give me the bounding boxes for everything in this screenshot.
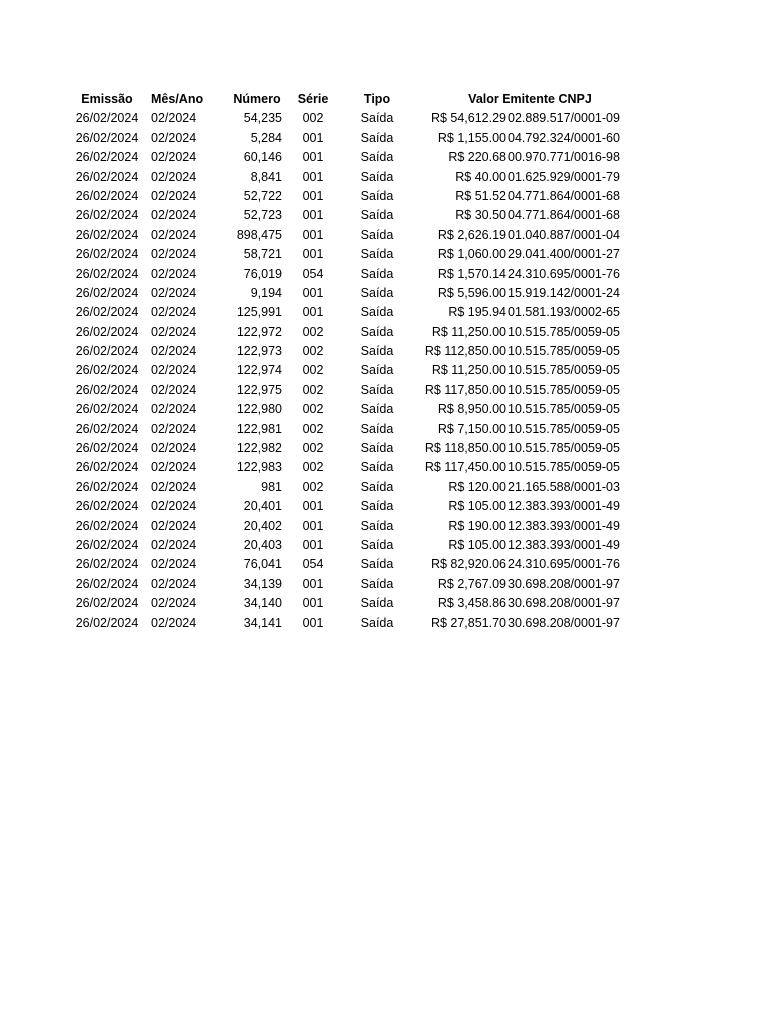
cell-cnpj: 15.919.142/0001-24 [508,285,620,300]
cell-numero: 34,141 [243,615,282,630]
cell-cnpj: 12.383.393/0001-49 [508,499,620,514]
cell-valor: R$ 117,450.00 [424,460,506,475]
cell-numero: 898,475 [236,227,282,242]
header-serie: Série [297,92,329,106]
cell-serie: 002 [302,382,324,397]
cell-numero: 54,235 [243,111,282,126]
cell-mes-ano: 02/2024 [151,576,197,591]
header-valor-emitente-cnpj: Valor Emitente CNPJ [468,92,592,106]
cell-valor: R$ 30.50 [455,208,506,223]
table-row [0,400,768,419]
cell-emissao: 26/02/2024 [75,305,139,320]
cell-cnpj: 12.383.393/0001-49 [508,537,620,552]
cell-serie: 002 [302,363,324,378]
header-mes-ano: Mês/Ano [151,92,204,106]
table-row [0,168,768,187]
cell-serie: 001 [302,305,324,320]
table-row [0,420,768,439]
cell-cnpj: 29.041.400/0001-27 [508,247,620,262]
cell-numero: 34,140 [243,596,282,611]
cell-cnpj: 30.698.208/0001-97 [508,576,620,591]
cell-tipo: Saída [360,460,394,475]
cell-mes-ano: 02/2024 [151,247,197,262]
table-row [0,245,768,264]
cell-tipo: Saída [360,188,394,203]
cell-emissao: 26/02/2024 [75,208,139,223]
cell-emissao: 26/02/2024 [75,247,139,262]
table-row [0,323,768,342]
cell-cnpj: 01.581.193/0002-65 [508,305,620,320]
cell-emissao: 26/02/2024 [75,111,139,126]
cell-serie: 001 [302,518,324,533]
cell-tipo: Saída [360,227,394,242]
cell-emissao: 26/02/2024 [75,150,139,165]
cell-numero: 34,139 [243,576,282,591]
header-emissao: Emissão [81,92,133,106]
cell-valor: R$ 1,155.00 [437,130,506,145]
cell-cnpj: 10.515.785/0059-05 [508,363,620,378]
cell-tipo: Saída [360,402,394,417]
cell-tipo: Saída [360,247,394,262]
cell-cnpj: 30.698.208/0001-97 [508,596,620,611]
cell-tipo: Saída [360,537,394,552]
cell-mes-ano: 02/2024 [151,421,197,436]
cell-emissao: 26/02/2024 [75,382,139,397]
cell-emissao: 26/02/2024 [75,169,139,184]
cell-serie: 001 [302,537,324,552]
cell-mes-ano: 02/2024 [151,615,197,630]
cell-valor: R$ 27,851.70 [430,615,506,630]
cell-cnpj: 21.165.588/0001-03 [508,479,620,494]
cell-cnpj: 10.515.785/0059-05 [508,441,620,456]
cell-cnpj: 10.515.785/0059-05 [508,460,620,475]
cell-tipo: Saída [360,596,394,611]
cell-tipo: Saída [360,285,394,300]
cell-cnpj: 30.698.208/0001-97 [508,615,620,630]
cell-mes-ano: 02/2024 [151,130,197,145]
cell-valor: R$ 118,850.00 [424,441,506,456]
cell-mes-ano: 02/2024 [151,208,197,223]
cell-serie: 002 [302,460,324,475]
cell-mes-ano: 02/2024 [151,227,197,242]
cell-serie: 001 [302,208,324,223]
cell-cnpj: 10.515.785/0059-05 [508,402,620,417]
cell-serie: 001 [302,576,324,591]
table-row [0,361,768,380]
cell-serie: 001 [302,130,324,145]
table-row [0,342,768,361]
cell-tipo: Saída [360,266,394,281]
cell-numero: 20,401 [243,499,282,514]
cell-mes-ano: 02/2024 [151,150,197,165]
cell-valor: R$ 112,850.00 [424,344,506,359]
cell-valor: R$ 117,850.00 [424,382,506,397]
cell-numero: 122,981 [236,421,282,436]
cell-numero: 60,146 [243,150,282,165]
table-row [0,381,768,400]
cell-cnpj: 24.310.695/0001-76 [508,266,620,281]
cell-mes-ano: 02/2024 [151,363,197,378]
cell-valor: R$ 3,458.86 [437,596,506,611]
table-body [0,109,768,633]
cell-emissao: 26/02/2024 [75,596,139,611]
table-row [0,614,768,633]
cell-serie: 002 [302,111,324,126]
cell-valor: R$ 2,767.09 [437,576,506,591]
cell-valor: R$ 11,250.00 [431,363,506,378]
cell-valor: R$ 5,596.00 [437,285,506,300]
table-row [0,206,768,225]
cell-emissao: 26/02/2024 [75,402,139,417]
cell-mes-ano: 02/2024 [151,188,197,203]
cell-mes-ano: 02/2024 [151,499,197,514]
cell-numero: 20,403 [243,537,282,552]
cell-serie: 001 [302,285,324,300]
cell-mes-ano: 02/2024 [151,479,197,494]
cell-emissao: 26/02/2024 [75,537,139,552]
cell-emissao: 26/02/2024 [75,576,139,591]
cell-valor: R$ 1,570.14 [437,266,506,281]
cell-cnpj: 02.889.517/0001-09 [508,111,620,126]
cell-mes-ano: 02/2024 [151,169,197,184]
cell-cnpj: 04.771.864/0001-68 [508,188,620,203]
cell-mes-ano: 02/2024 [151,596,197,611]
cell-valor: R$ 1,060.00 [437,247,506,262]
cell-tipo: Saída [360,382,394,397]
cell-cnpj: 10.515.785/0059-05 [508,324,620,339]
cell-mes-ano: 02/2024 [151,266,197,281]
cell-numero: 76,041 [243,557,282,572]
cell-valor: R$ 54,612.29 [430,111,506,126]
cell-tipo: Saída [360,576,394,591]
cell-tipo: Saída [360,499,394,514]
cell-cnpj: 00.970.771/0016-98 [508,150,620,165]
cell-cnpj: 12.383.393/0001-49 [508,518,620,533]
cell-emissao: 26/02/2024 [75,266,139,281]
cell-tipo: Saída [360,130,394,145]
cell-valor: R$ 190.00 [448,518,506,533]
spreadsheet-table [0,90,768,633]
cell-tipo: Saída [360,421,394,436]
cell-mes-ano: 02/2024 [151,344,197,359]
cell-mes-ano: 02/2024 [151,537,197,552]
cell-mes-ano: 02/2024 [151,460,197,475]
cell-tipo: Saída [360,150,394,165]
cell-numero: 122,980 [236,402,282,417]
cell-serie: 054 [302,557,324,572]
cell-tipo: Saída [360,557,394,572]
cell-cnpj: 04.792.324/0001-60 [508,130,620,145]
cell-mes-ano: 02/2024 [151,285,197,300]
table-row [0,594,768,613]
cell-tipo: Saída [360,363,394,378]
cell-mes-ano: 02/2024 [151,305,197,320]
cell-serie: 002 [302,421,324,436]
cell-numero: 122,982 [236,441,282,456]
cell-numero: 52,722 [243,188,282,203]
cell-tipo: Saída [360,324,394,339]
cell-emissao: 26/02/2024 [75,460,139,475]
cell-mes-ano: 02/2024 [151,557,197,572]
cell-numero: 122,975 [236,382,282,397]
cell-serie: 001 [302,499,324,514]
cell-mes-ano: 02/2024 [151,324,197,339]
cell-serie: 001 [302,188,324,203]
cell-numero: 122,972 [236,324,282,339]
cell-tipo: Saída [360,208,394,223]
cell-cnpj: 10.515.785/0059-05 [508,382,620,397]
cell-cnpj: 10.515.785/0059-05 [508,344,620,359]
cell-tipo: Saída [360,479,394,494]
cell-mes-ano: 02/2024 [151,382,197,397]
cell-mes-ano: 02/2024 [151,402,197,417]
cell-emissao: 26/02/2024 [75,499,139,514]
cell-numero: 122,974 [236,363,282,378]
cell-serie: 001 [302,615,324,630]
cell-emissao: 26/02/2024 [75,285,139,300]
cell-tipo: Saída [360,615,394,630]
table-row [0,536,768,555]
table-row [0,497,768,516]
cell-numero: 122,983 [236,460,282,475]
cell-cnpj: 04.771.864/0001-68 [508,208,620,223]
table-row [0,458,768,477]
table-row [0,148,768,167]
cell-valor: R$ 11,250.00 [431,324,506,339]
cell-valor: R$ 195.94 [448,305,506,320]
cell-cnpj: 01.040.887/0001-04 [508,227,620,242]
table-row [0,478,768,497]
cell-emissao: 26/02/2024 [75,324,139,339]
cell-serie: 001 [302,227,324,242]
header-numero: Número [233,92,281,106]
cell-emissao: 26/02/2024 [75,441,139,456]
cell-emissao: 26/02/2024 [75,615,139,630]
header-tipo: Tipo [363,92,391,106]
cell-tipo: Saída [360,344,394,359]
cell-serie: 001 [302,169,324,184]
cell-valor: R$ 40.00 [455,169,506,184]
cell-mes-ano: 02/2024 [151,441,197,456]
cell-cnpj: 10.515.785/0059-05 [508,421,620,436]
cell-serie: 002 [302,402,324,417]
cell-tipo: Saída [360,441,394,456]
cell-valor: R$ 105.00 [448,499,506,514]
cell-valor: R$ 82,920.06 [430,557,506,572]
table-row [0,439,768,458]
cell-numero: 8,841 [250,169,282,184]
cell-serie: 002 [302,344,324,359]
cell-mes-ano: 02/2024 [151,111,197,126]
cell-emissao: 26/02/2024 [75,363,139,378]
cell-valor: R$ 120.00 [448,479,506,494]
table-row [0,303,768,322]
cell-numero: 20,402 [243,518,282,533]
cell-emissao: 26/02/2024 [75,479,139,494]
table-row [0,555,768,574]
cell-numero: 5,284 [250,130,282,145]
cell-serie: 054 [302,266,324,281]
cell-numero: 122,973 [236,344,282,359]
cell-numero: 9,194 [250,285,282,300]
cell-emissao: 26/02/2024 [75,130,139,145]
table-row [0,284,768,303]
cell-emissao: 26/02/2024 [75,188,139,203]
cell-cnpj: 24.310.695/0001-76 [508,557,620,572]
table-row [0,187,768,206]
cell-tipo: Saída [360,518,394,533]
cell-valor: R$ 220.68 [448,150,506,165]
cell-cnpj: 01.625.929/0001-79 [508,169,620,184]
table-row [0,265,768,284]
cell-tipo: Saída [360,305,394,320]
cell-emissao: 26/02/2024 [75,227,139,242]
table-row [0,129,768,148]
table-header-row [0,90,768,109]
cell-numero: 58,721 [243,247,282,262]
cell-numero: 125,991 [236,305,282,320]
cell-serie: 001 [302,150,324,165]
table-row [0,575,768,594]
table-row [0,109,768,128]
cell-serie: 002 [302,324,324,339]
cell-serie: 002 [302,479,324,494]
cell-emissao: 26/02/2024 [75,344,139,359]
cell-serie: 001 [302,247,324,262]
table-row [0,517,768,536]
cell-emissao: 26/02/2024 [75,518,139,533]
cell-valor: R$ 2,626.19 [437,227,506,242]
cell-tipo: Saída [360,111,394,126]
cell-valor: R$ 7,150.00 [437,421,506,436]
table-row [0,226,768,245]
cell-valor: R$ 51.52 [455,188,506,203]
cell-numero: 76,019 [243,266,282,281]
cell-valor: R$ 8,950.00 [437,402,506,417]
cell-mes-ano: 02/2024 [151,518,197,533]
cell-numero: 52,723 [243,208,282,223]
cell-serie: 001 [302,596,324,611]
cell-emissao: 26/02/2024 [75,557,139,572]
cell-valor: R$ 105.00 [448,537,506,552]
cell-serie: 002 [302,441,324,456]
cell-numero: 981 [261,479,282,494]
cell-emissao: 26/02/2024 [75,421,139,436]
cell-tipo: Saída [360,169,394,184]
